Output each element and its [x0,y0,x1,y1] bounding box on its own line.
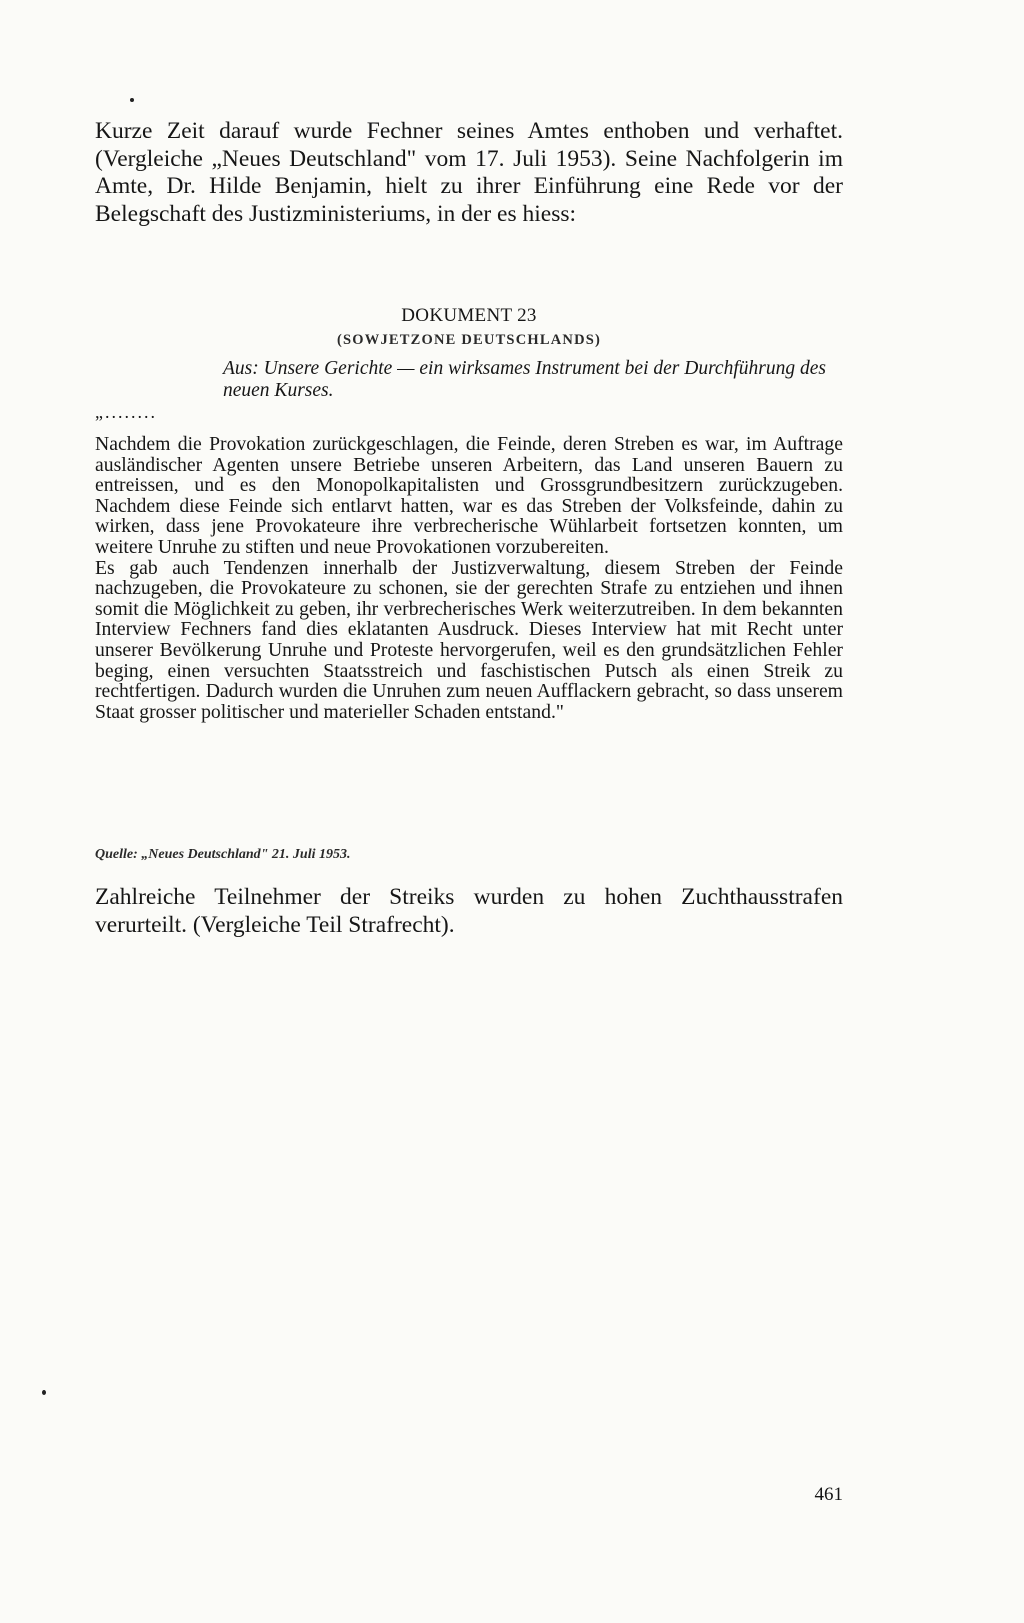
page-number: 461 [814,1484,843,1505]
source-citation: Quelle: „Neues Deutschland" 21. Juli 1953. [95,847,351,862]
margin-speck [42,1390,46,1395]
document-source-line: Aus: Unsere Gerichte — ein wirksames Instrument bei der Durchführung des neuen Kurses. [223,358,826,401]
margin-speck [130,98,134,102]
quote-opening: „........ [95,402,157,422]
quoted-speech [95,434,843,722]
document-subtitle: (SOWJETZONE DEUTSCHLANDS) [336,332,602,348]
quote-paragraph: Nachdem die Provokation zurückgeschlagen, die Feinde, deren Streben es war, im Auftrage ausländischer Agenten unsere Betriebe unseren Arbeitern, das Land unseren Bauern zu entreissen, und es den Monopolkapitalisten und Grossgrundbesitzern zurückzugeben. Nachdem diese Feinde sich entlarvt hatten, war es das Streben der Volksfeinde, dahin zu wirken, dass jene Provokateure ihre verbrecherische Wühlarbeit fortsetzen konnten, um weitere Unruhe zu stiften und neue Provokationen vorzubereiten. [95,433,843,558]
intro-paragraph: Kurze Zeit darauf wurde Fechner seines Amtes enthoben und verhaftet. (Vergleiche „Neues Deutschland" vom 17. Juli 1953). Seine Nachfolgerin im Amte, Dr. Hilde Benjamin, hielt zu ihrer Einführung eine Rede vor der Belegschaft des Justizministeriums, in der es hiess: [95,118,843,227]
closing-paragraph: Zahlreiche Teilnehmer der Streiks wurden zu hohen Zuchthausstrafen verurteilt. (Vergleiche Teil Strafrecht). [95,884,843,938]
document-title: DOKUMENT 23 [401,305,537,326]
quote-paragraph: Es gab auch Tendenzen innerhalb der Justizverwaltung, diesem Streben der Feinde nachzugeben, die Provokateure zu schonen, sie der gerechten Strafe zu entziehen und ihnen somit die Möglichkeit zu geben, ihr verbrecherisches Werk weiterzutreiben. In dem bekannten Interview Fechners fand dies eklatanten Ausdruck. Dieses Interview hat mit Recht unter unserer Bevölkerung Unruhe und Proteste hervorgerufen, weil es den grundsätzlichen Fehler beging, einen versuchten Staatsstreich und faschistischen Putsch als einen Streik zu rechtfertigen. Dadurch wurden die Unruhen zum neuen Aufflackern gebracht, so dass unserem Staat grosser politischer und materieller Schaden entstand." [95,556,843,723]
